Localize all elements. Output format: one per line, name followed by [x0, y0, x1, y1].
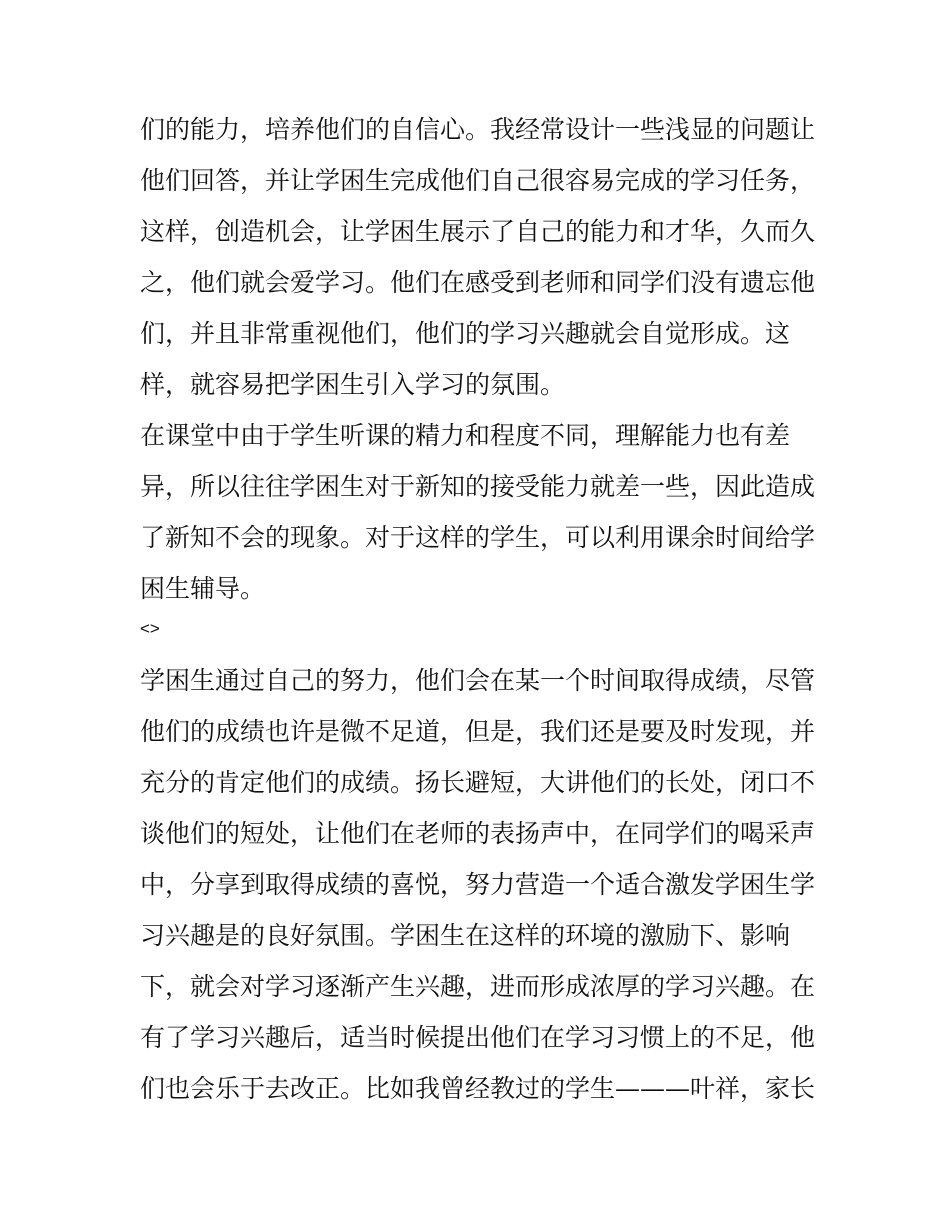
text-line: 谈他们的短处，让他们在老师的表扬声中，在同学们的喝采声 [140, 819, 816, 848]
text-line: 有了学习兴趣后，适当时候提出他们在学习习惯上的不足，他 [140, 1023, 816, 1052]
text-line: 异，所以往往学困生对于新知的接受能力就差一些，因此造成 [140, 472, 816, 501]
text-line: 中，分享到取得成绩的喜悦，努力营造一个适合激发学困生学 [140, 870, 816, 899]
text-line: 习兴趣是的良好氛围。学困生在这样的环境的激励下、影响 [140, 921, 791, 950]
text-line: 们的能力，培养他们的自信心。我经常设计一些浅显的问题让 [140, 115, 816, 144]
text-line: 充分的肯定他们的成绩。扬长避短，大讲他们的长处，闭口不 [140, 768, 816, 797]
text-line: 学困生通过自己的努力，他们会在某一个时间取得成绩，尽管 [140, 666, 816, 695]
text-line: 他们的成绩也许是微不足道，但是，我们还是要及时发现，并 [140, 717, 816, 746]
text-line: 在课堂中由于学生听课的精力和程度不同，理解能力也有差 [140, 421, 791, 450]
section-marker: <> [140, 619, 160, 638]
text-line: 困生辅导。 [140, 574, 266, 603]
text-line: 他们回答，并让学困生完成他们自己很容易完成的学习任务， [140, 166, 816, 195]
text-line: 下，就会对学习逐渐产生兴趣，进而形成浓厚的学习兴趣。在 [140, 972, 816, 1001]
text-line: 们也会乐于去改正。比如我曾经教过的学生———叶祥，家长 [140, 1074, 816, 1103]
text-line: 这样，创造机会，让学困生展示了自己的能力和才华，久而久 [140, 217, 816, 246]
text-line: 样，就容易把学困生引入学习的氛围。 [140, 370, 566, 399]
text-line: 了新知不会的现象。对于这样的学生，可以利用课余时间给学 [140, 523, 816, 552]
text-line: 之，他们就会爱学习。他们在感受到老师和同学们没有遗忘他 [140, 268, 816, 297]
text-line: 们，并且非常重视他们，他们的学习兴趣就会自觉形成。这 [140, 319, 791, 348]
